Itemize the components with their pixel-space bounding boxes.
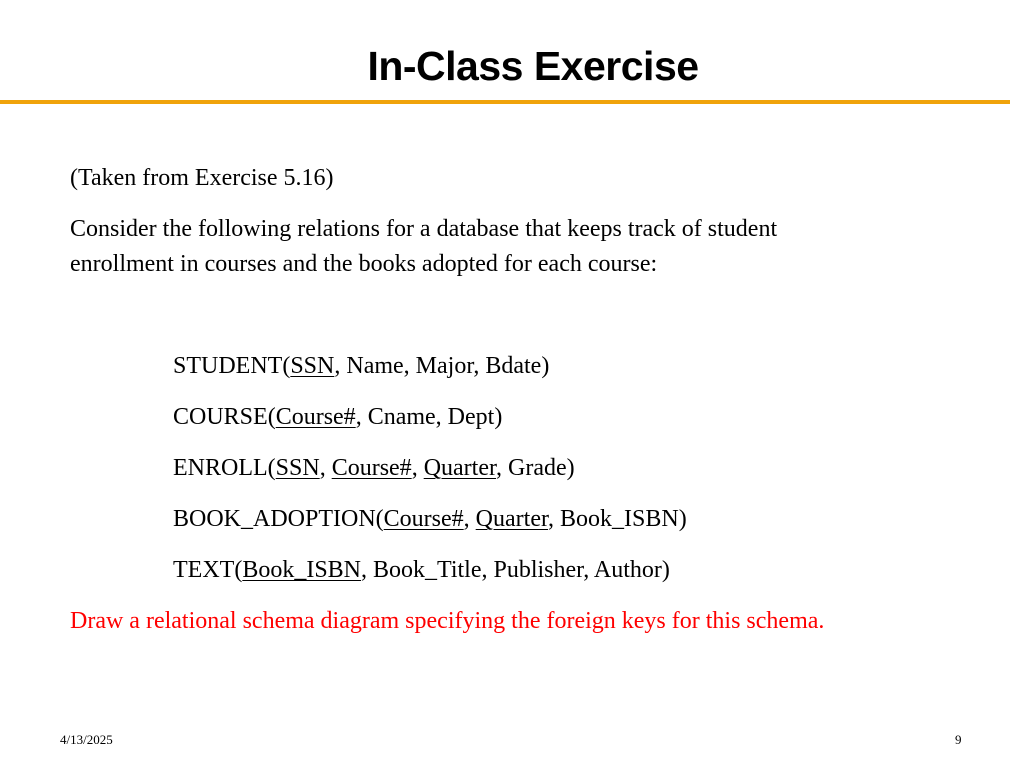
relation-book-adoption: BOOK_ADOPTION(Course#, Quarter, Book_ISBN)	[173, 506, 687, 532]
intro-text-line-2: enrollment in courses and the books adopted for each course:	[70, 251, 658, 277]
primary-key-attribute: SSN	[290, 353, 335, 379]
relation-name: STUDENT	[173, 353, 283, 379]
relation-student: STUDENT(SSN, Name, Major, Bdate)	[173, 353, 550, 379]
relation-name: ENROLL	[173, 455, 268, 481]
slide-title: In-Class Exercise	[367, 43, 699, 89]
relation-attributes: Cname, Dept	[367, 404, 495, 430]
primary-key-attribute: Quarter	[423, 455, 497, 481]
page-number: 9	[955, 732, 962, 747]
task-instruction: Draw a relational schema diagram specifying the foreign keys for this schema.	[70, 608, 825, 634]
relation-name: TEXT	[173, 557, 235, 583]
relation-attributes: Name, Major, Bdate	[346, 353, 542, 379]
relation-name: COURSE	[173, 404, 268, 430]
primary-key-attribute: Course#	[331, 455, 412, 481]
footer-date: 4/13/2025	[60, 732, 113, 747]
relation-text: TEXT(Book_ISBN, Book_Title, Publisher, Author)	[173, 557, 670, 583]
relation-name: BOOK_ADOPTION	[173, 506, 376, 532]
relation-attributes: Book_ISBN	[560, 506, 679, 532]
relation-course: COURSE(Course#, Cname, Dept)	[173, 404, 503, 430]
relation-enroll: ENROLL(SSN, Course#, Quarter, Grade)	[173, 455, 575, 481]
primary-key-attribute: Course#	[275, 404, 356, 430]
source-note: (Taken from Exercise 5.16)	[70, 165, 334, 191]
intro-text-line-1: Consider the following relations for a database that keeps track of student	[70, 216, 778, 242]
primary-key-attribute: Book_ISBN	[242, 557, 361, 583]
relation-attributes: Grade	[508, 455, 567, 481]
primary-key-attribute: Quarter	[475, 506, 548, 532]
title-divider	[0, 100, 1010, 104]
primary-key-attribute: Course#	[383, 506, 464, 532]
relation-attributes: Book_Title, Publisher, Author	[373, 557, 662, 583]
primary-key-attribute: SSN	[275, 455, 320, 481]
